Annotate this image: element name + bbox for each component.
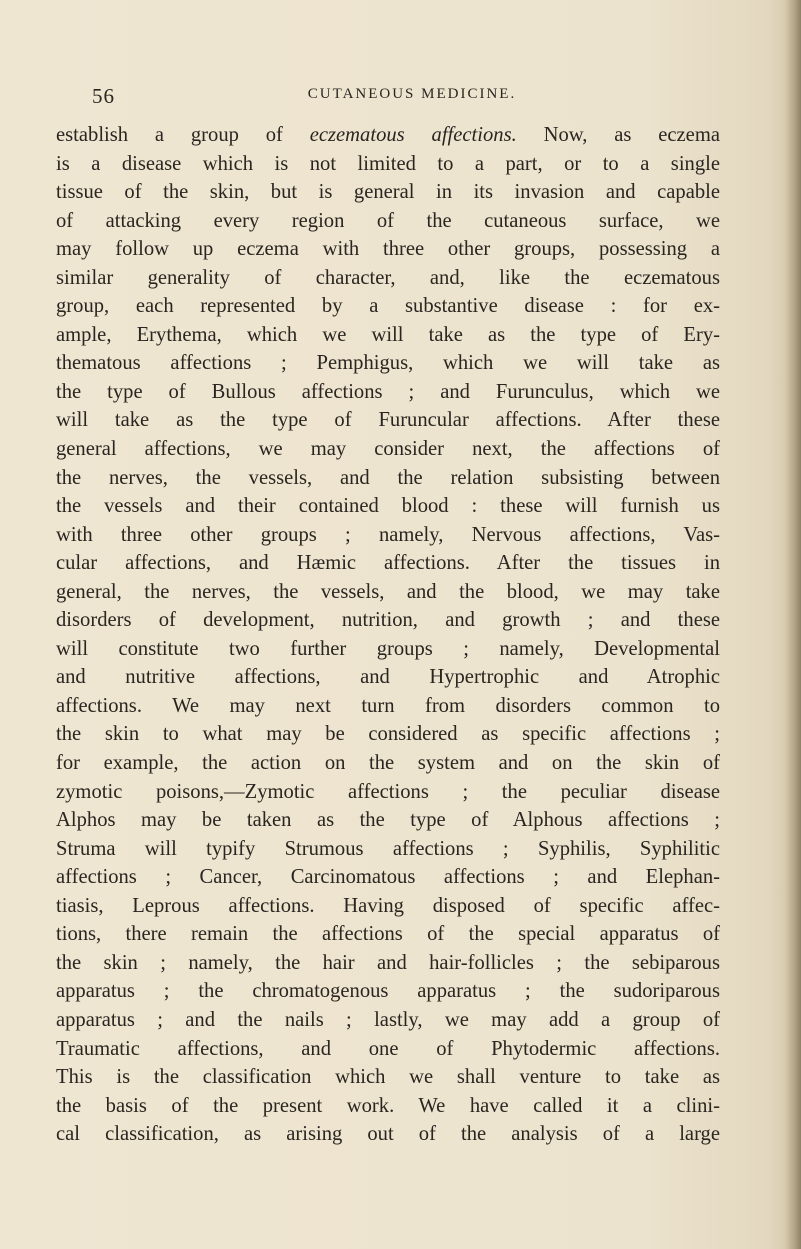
- text-line: [56, 1006, 720, 1035]
- text-line: [56, 492, 720, 521]
- text-line: [56, 806, 720, 835]
- line-text: thematous affections ; Pemphigus, which we will take as: [56, 352, 720, 375]
- text-line: [56, 464, 720, 493]
- line-text: tissue of the skin, but is general in its invasion and capable: [56, 181, 720, 204]
- italic-term: eczematous affections.: [309, 124, 517, 146]
- body-text: [56, 121, 720, 1149]
- line-text: This is the classification which we shall venture to take as: [56, 1066, 720, 1089]
- text-line: [56, 1035, 720, 1064]
- line-text: Traumatic affections, and one of Phytodermic affections.: [56, 1037, 720, 1060]
- text-line: [56, 435, 720, 464]
- text-line: [56, 1092, 720, 1121]
- text-line: [56, 549, 720, 578]
- text-line: [56, 863, 720, 892]
- line-text: Struma will typify Strumous affections ; Syphilis, Syphilitic: [56, 837, 720, 860]
- line-text: the basis of the present work. We have called it a clini-: [56, 1094, 720, 1117]
- line-text-continued: Now, as eczema: [516, 124, 720, 146]
- line-text: similar generality of character, and, like the eczematous: [56, 266, 720, 289]
- text-line: [56, 1063, 720, 1092]
- text-line: [56, 977, 720, 1006]
- line-text: Alphos may be taken as the type of Alphous affections ;: [56, 809, 720, 832]
- line-text: group, each represented by a substantive disease : for ex-: [56, 295, 720, 318]
- page-number: 56: [92, 84, 115, 108]
- line-text: ample, Erythema, which we will take as the type of Ery-: [56, 323, 720, 346]
- page-edge-shadow: [785, 0, 801, 1249]
- text-line: [56, 321, 720, 350]
- line-text: the skin ; namely, the hair and hair-follicles ; the sebiparous: [56, 951, 720, 974]
- line-text: with three other groups ; namely, Nervous affections, Vas-: [56, 523, 720, 546]
- line-text: disorders of development, nutrition, and growth ; and these: [56, 609, 720, 632]
- line-text: general affections, we may consider next, the affections of: [56, 438, 720, 461]
- text-line: [56, 606, 720, 635]
- text-line: [56, 663, 720, 692]
- line-text: zymotic poisons,—Zymotic affections ; the peculiar disease: [56, 780, 720, 803]
- line-text: the nerves, the vessels, and the relation subsisting between: [56, 466, 720, 489]
- line-text: the skin to what may be considered as specific affections ;: [56, 723, 720, 746]
- text-line: [56, 892, 720, 921]
- text-line: [56, 578, 720, 607]
- text-line: [56, 778, 720, 807]
- text-line: [56, 692, 720, 721]
- line-text: apparatus ; and the nails ; lastly, we may add a group of: [56, 1008, 720, 1031]
- line-text: cular affections, and Hæmic affections. After the tissues in: [56, 552, 720, 575]
- text-line: [56, 292, 720, 321]
- line-text: of attacking every region of the cutaneous surface, we: [56, 209, 720, 232]
- page-header: [92, 84, 732, 108]
- text-line: [56, 178, 720, 207]
- text-line: [56, 635, 720, 664]
- text-line: [56, 521, 720, 550]
- text-line: [56, 406, 720, 435]
- running-head: CUTANEOUS MEDICINE.: [307, 86, 517, 102]
- line-text: affections ; Cancer, Carcinomatous affections ; and Elephan-: [56, 866, 720, 889]
- line-text: is a disease which is not limited to a part, or to a single: [56, 152, 720, 175]
- text-line: [56, 720, 720, 749]
- line-text: and nutritive affections, and Hypertrophic and Atrophic: [56, 666, 720, 689]
- line-text: the vessels and their contained blood : these will furnish us: [56, 495, 720, 518]
- line-text: for example, the action on the system and on the skin of: [56, 752, 720, 775]
- text-line: [56, 920, 720, 949]
- line-text: may follow up eczema with three other groups, possessing a: [56, 238, 720, 261]
- text-line: [56, 835, 720, 864]
- line-text: will take as the type of Furuncular affections. After these: [56, 409, 720, 432]
- text-line: [56, 235, 720, 264]
- line-text: general, the nerves, the vessels, and the blood, we may take: [56, 580, 720, 603]
- text-line: [56, 1120, 720, 1149]
- text-line: [56, 349, 720, 378]
- line-text: tions, there remain the affections of the special apparatus of: [56, 923, 720, 946]
- line-text: will constitute two further groups ; namely, Developmental: [56, 637, 720, 660]
- line-text: the type of Bullous affections ; and Furunculus, which we: [56, 380, 720, 403]
- text-line: [56, 749, 720, 778]
- line-text: tiasis, Leprous affections. Having disposed of specific affec-: [56, 894, 720, 917]
- text-line: [56, 121, 720, 150]
- line-text: establish a group of: [56, 124, 310, 146]
- text-line: [56, 150, 720, 179]
- text-line: [56, 207, 720, 236]
- line-text: affections. We may next turn from disorders common to: [56, 694, 720, 717]
- line-text: cal classification, as arising out of the analysis of a large: [56, 1123, 720, 1146]
- line-text: apparatus ; the chromatogenous apparatus ; the sudoriparous: [56, 980, 720, 1003]
- text-line: [56, 378, 720, 407]
- text-line: [56, 264, 720, 293]
- text-line: [56, 949, 720, 978]
